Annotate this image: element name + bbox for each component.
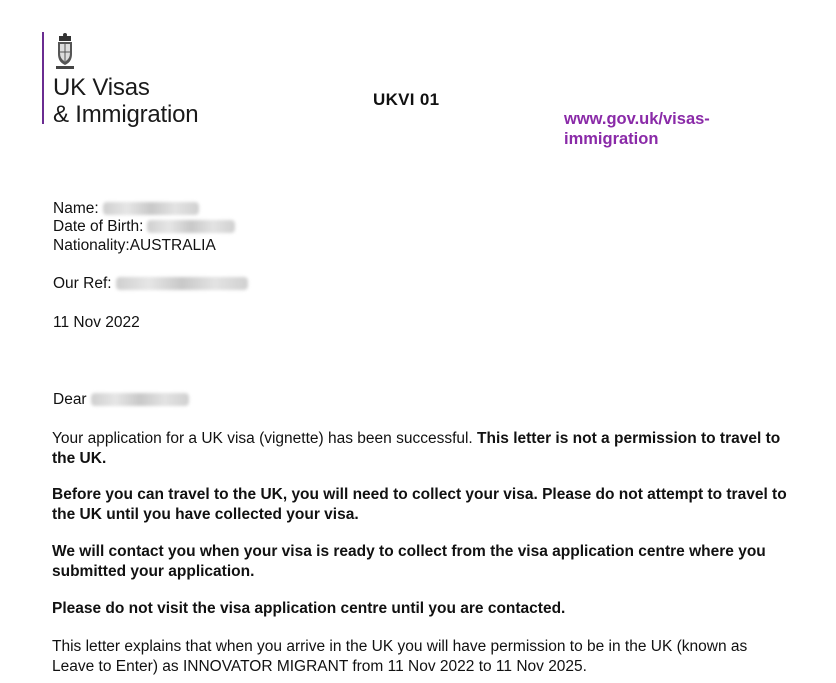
brand-wordmark [53,74,198,128]
salutation-row [53,390,189,409]
paragraph-3 [52,542,792,581]
paragraph-4 [52,599,792,619]
website-link[interactable] [564,109,710,149]
redacted-salutation-name [91,393,189,406]
paragraph-4-bold: Please do not visit the visa application centre until you are contacted. [52,600,566,617]
nationality-label: Nationality: [53,237,130,254]
nationality-row [53,236,216,255]
paragraph-1 [52,429,792,468]
paragraph-3-bold: We will contact you when your visa is ready to collect from the visa application centre where you submitted your application. [52,543,766,580]
paragraph-2-bold: Before you can travel to the UK, you will need to collect your visa. Please do not attempt to travel to the UK until you have collected your visa. [52,486,787,523]
redacted-reference [116,277,248,290]
reference-label: Our Ref: [53,275,112,292]
dob-label: Date of Birth: [53,218,144,235]
brand-bar [42,32,44,124]
website-line-2: immigration [564,130,659,148]
redacted-name [103,202,199,215]
dob-row [53,217,235,236]
reference-row [53,274,248,293]
brand-line-2: & Immigration [53,101,199,128]
name-row [53,199,199,218]
paragraph-1-bold: This letter is not a permission to travel to the UK. [52,430,781,467]
name-label: Name: [53,200,99,217]
salutation: Dear [53,391,87,408]
website-line-1: www.gov.uk/visas- [564,110,710,128]
redacted-dob [147,220,235,233]
brand-line-1: UK Visas [53,74,150,101]
paragraph-1-text: Your application for a UK visa (vignette) has been successful. [52,430,478,447]
nationality-value: AUSTRALIA [129,237,216,254]
royal-crest-icon [52,32,78,72]
letter-date: 11 Nov 2022 [53,314,140,331]
form-code: UKVI 01 [373,90,440,109]
paragraph-5: This letter explains that when you arrive in the UK you will have permission to be in the UK (known as Leave to Enter) as INNOVATOR MIGRANT from 11 Nov 2022 to 11 Nov 2025. [52,638,748,675]
paragraph-2 [52,485,792,524]
